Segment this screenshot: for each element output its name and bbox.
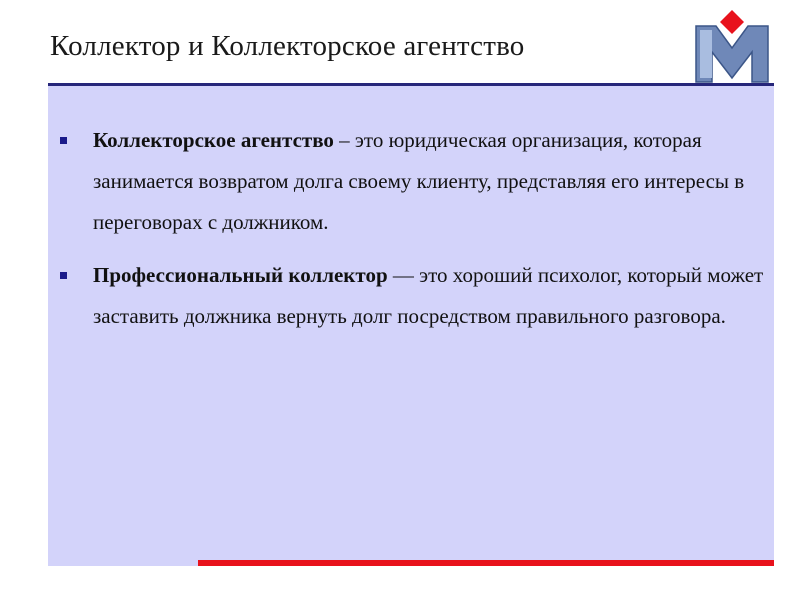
bullet-text: — это хороший психолог, который может заставить должника вернуть долг посредством правильного разговора. (93, 263, 764, 328)
bullet-text: – это юридическая организация, которая занимается возвратом долга своему клиенту, представляя его интересы в переговорах с должником. (93, 128, 745, 234)
m-logo-icon (690, 6, 778, 90)
bullet-item-collection-agency (60, 120, 772, 243)
logo-m-highlight (700, 30, 712, 78)
bullet-term: Коллекторское агентство (93, 128, 334, 152)
slide-title: Коллектор и Коллекторское агентство (50, 30, 525, 62)
square-bullet-icon (60, 137, 67, 144)
bullet-item-professional-collector (60, 255, 772, 337)
bullet-list (60, 120, 772, 349)
bottom-accent-bar (198, 560, 774, 566)
bullet-term: Профессиональный коллектор (93, 263, 388, 287)
square-bullet-icon (60, 272, 67, 279)
logo-diamond (720, 10, 744, 34)
